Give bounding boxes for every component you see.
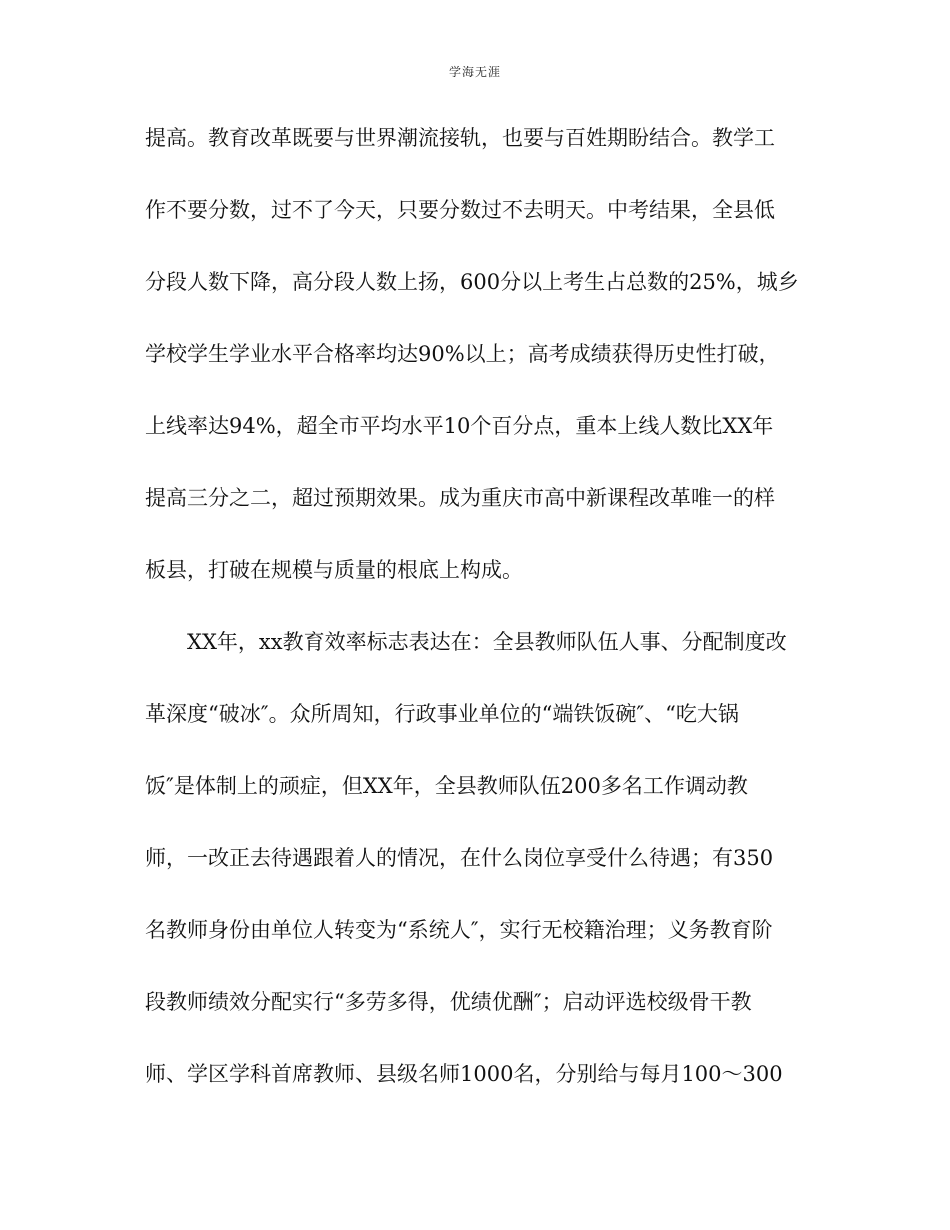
text-line: 板县，打破在规模与质量的根底上构成。 — [145, 558, 523, 582]
document-body — [145, 116, 810, 1124]
text-line: 革深度“破冰″。众所周知，行政事业单位的“端铁饭碗″、“吃大锅 — [145, 702, 739, 726]
text-line: 提高。教育改革既要与世界潮流接轨，也要与百姓期盼结合。教学工 — [145, 126, 775, 150]
text-line: 作不要分数，过不了今天，只要分数过不去明天。中考结果，全县低 — [145, 198, 775, 222]
text-line: 师、学区学科首席教师、县级名师1000名，分别给与每月100～300 — [145, 1062, 783, 1086]
text-line: 段教师绩效分配实行“多劳多得，优绩优酬″；启动评选校级骨干教 — [145, 990, 752, 1014]
text-line: 师，一改正去待遇跟着人的情况，在什么岗位享受什么待遇；有350 — [145, 846, 774, 870]
text-line: 提高三分之二，超过预期效果。成为重庆市高中新课程改革唯一的样 — [145, 486, 775, 510]
text-line: 学校学生学业水平合格率均达90%以上；高考成绩获得历史性打破， — [145, 342, 780, 366]
text-line: 分段人数下降，高分段人数上扬，600分以上考生占总数的25%，城乡 — [145, 270, 799, 294]
text-line: 名教师身份由单位人转变为“系统人″，实行无校籍治理；义务教育阶 — [145, 918, 773, 942]
paragraph-start-line: XX年，xx教育效率标志表达在：全县教师队伍人事、分配制度改 — [187, 630, 787, 654]
text-line: 上线率达94%，超全市平均水平10个百分点，重本上线人数比XX年 — [145, 414, 774, 438]
page-header: 学海无涯 — [448, 65, 501, 79]
text-line: 饭″是体制上的顽症，但XX年，全县教师队伍200多名工作调动教 — [145, 774, 748, 798]
